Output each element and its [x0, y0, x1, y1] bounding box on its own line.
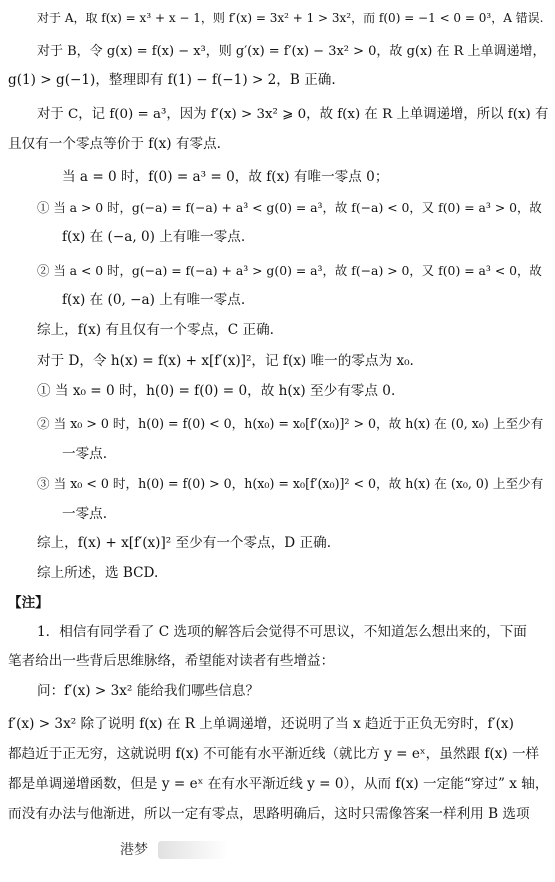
text-line-case-2: ② 当 a < 0 时，g(−a) = f(−a) + a³ > g(0) = a³，故 f(−a) > 0，又 f(0) = a³ < 0，故	[37, 263, 542, 278]
text-line: 都趋近于正无穷，这就说明 f(x) 不可能有水平渐近线（就比方 y = eˣ，虽然跟 f(x) 一样	[8, 746, 540, 762]
text-line: 当 a = 0 时，f(0) = a³ = 0，故 f(x) 有唯一零点 0；	[62, 169, 389, 185]
text-line: 一零点.	[62, 506, 108, 522]
text-line: g(1) > g(−1)，整理即有 f(1) − f(−1) > 2，B 正确.	[8, 72, 336, 88]
text-line-case-1: ① 当 a > 0 时，g(−a) = f(−a) + a³ < g(0) = a³，故 f(−a) < 0，又 f(0) = a³ > 0，故	[37, 200, 542, 215]
text-line: f′(x) > 3x² 除了说明 f(x) 在 R 上单调递增，还说明了当 x 趋近于正负无穷时，f′(x)	[8, 716, 514, 732]
watermark	[120, 835, 240, 865]
text-line-option-b: 对于 B，令 g(x) = f(x) − x³，则 g′(x) = f′(x) − 3x² > 0，故 g(x) 在 R 上单调递增，	[37, 44, 546, 59]
watermark-fade	[158, 841, 228, 859]
text-line: 一零点.	[62, 446, 108, 462]
text-line-option-a: 对于 A，取 f(x) = x³ + x − 1，则 f′(x) = 3x² + 1 > 3x²，而 f(0) = −1 < 0 = 0³，A 错误.	[37, 11, 544, 25]
text-line: 笔者给出一些背后思维脉络，希望能对读者有些增益：	[8, 653, 335, 669]
note-heading: 【注】	[8, 595, 49, 611]
text-line-option-c: 对于 C，记 f(0) = a³，因为 f′(x) > 3x² ⩾ 0，故 f(x) 在 R 上单调递增，所以 f(x) 有	[37, 107, 549, 122]
text-line: 1．相信有同学看了 C 选项的解答后会觉得不可思议，不知道怎么想出来的，下面	[37, 624, 527, 640]
text-line: 且仅有一个零点等价于 f(x) 有零点.	[8, 136, 221, 152]
text-line: 综上，f(x) + x[f′(x)]² 至少有一个零点，D 正确.	[37, 535, 332, 551]
text-line-question: 问：f′(x) > 3x² 能给我们哪些信息？	[37, 683, 260, 699]
text-line-conclusion: 综上所述，选 BCD.	[37, 565, 159, 581]
text-line: 而没有办法与他渐进，所以一定有零点，思路明确后，这时只需像答案一样利用 B 选项	[8, 806, 530, 822]
text-line: f(x) 在 (0, −a) 上有唯一零点.	[62, 292, 246, 308]
text-line: 综上，f(x) 有且仅有一个零点，C 正确.	[37, 322, 274, 338]
text-line-case-2: ② 当 x₀ > 0 时，h(0) = f(0) < 0，h(x₀) = x₀[f′(x₀)]² > 0，故 h(x) 在 (0, x₀) 上至少有	[37, 416, 544, 431]
text-line-case-3: ③ 当 x₀ < 0 时，h(0) = f(0) > 0，h(x₀) = x₀[f′(x₀)]² < 0，故 h(x) 在 (x₀, 0) 上至少有	[37, 476, 544, 491]
text-line-option-d: 对于 D，令 h(x) = f(x) + x[f′(x)]²，记 f(x) 唯一的零点为 x₀.	[37, 353, 414, 369]
text-line: 都是单调递增函数，但是 y = eˣ 在有水平渐近线 y = 0），从而 f(x) 一定能“穿过” x 轴，	[8, 776, 549, 792]
text-line-case-1: ① 当 x₀ = 0 时，h(0) = f(0) = 0，故 h(x) 至少有零点 0.	[37, 383, 396, 399]
text-line: f(x) 在 (−a, 0) 上有唯一零点.	[62, 229, 246, 245]
watermark-text: 港梦	[120, 842, 148, 858]
